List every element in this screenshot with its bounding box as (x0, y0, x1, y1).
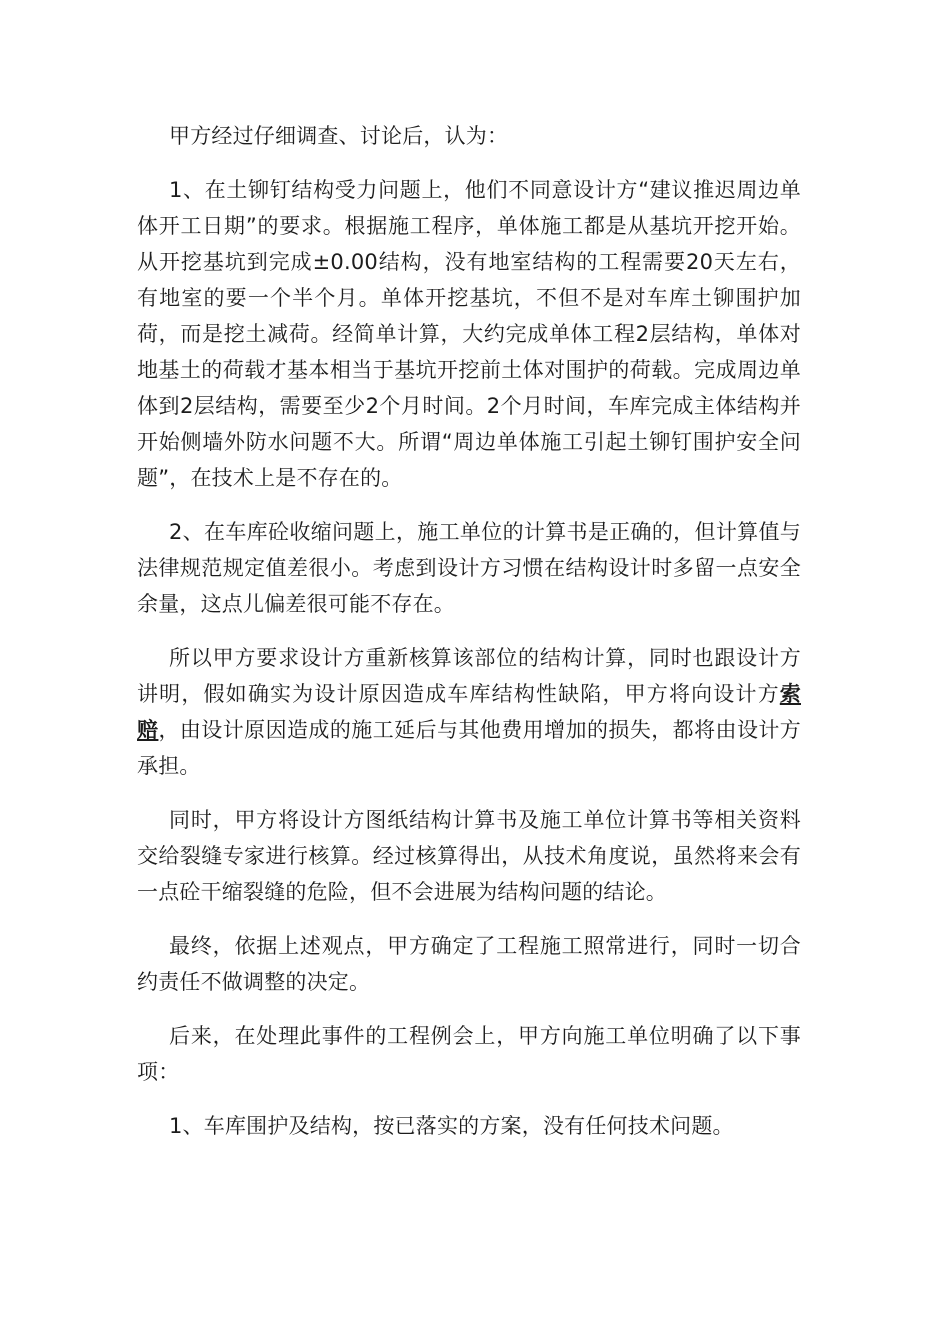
paragraph-claim-before: 所以甲方要求设计方重新核算该部位的结构计算，同时也跟设计方讲明，假如确实为设计原因造成车库结构性缺陷，甲方将向设计方 (137, 646, 801, 706)
paragraph-meeting: 后来，在处理此事件的工程例会上，甲方向施工单位明确了以下事项： (137, 1024, 801, 1084)
document-body (137, 118, 801, 1162)
paragraph-item-1: 1、车库围护及结构，按已落实的方案，没有任何技术问题。 (169, 1114, 734, 1138)
paragraph-decision: 最终，依据上述观点，甲方确定了工程施工照常进行，同时一切合约责任不做调整的决定。 (137, 934, 801, 994)
paragraph-expert-review: 同时，甲方将设计方图纸结构计算书及施工单位计算书等相关资料交给裂缝专家进行核算。经过核算得出，从技术角度说，虽然将来会有一点砼干缩裂缝的危险，但不会进展为结构问题的结论。 (137, 808, 801, 904)
paragraph-claim (137, 640, 801, 784)
paragraph-claim-after: ，由设计原因造成的施工延后与其他费用增加的损失，都将由设计方承担。 (137, 718, 802, 778)
paragraph-point-2-shrinkage: 2、在车库砼收缩问题上，施工单位的计算书是正确的，但计算值与法律规范规定值差很小。考虑到设计方习惯在结构设计时多留一点安全余量，这点儿偏差很可能不存在。 (137, 520, 801, 616)
claim-link[interactable]: 索赔 (137, 682, 801, 742)
paragraph-point-1-soil-nail: 1、在土铆钉结构受力问题上，他们不同意设计方“建议推迟周边单体开工日期”的要求。根据施工程序，单体施工都是从基坑开挖开始。从开挖基坑到完成±0.00结构，没有地室结构的工程需要20天左右，有地室的要一个半个月。单体开挖基坑，不但不是对车库土铆围护加荷，而是挖土减荷。经简单计算，大约完成单体工程2层结构，单体对地基土的荷载才基本相当于基坑开挖前土体对围护的荷载。完成周边单体到2层结构，需要至少2个月时间。2个月时间，车库完成主体结构并开始侧墙外防水问题不大。所谓“周边单体施工引起土铆钉围护安全问题”，在技术上是不存在的。 (137, 178, 801, 490)
paragraph-intro: 甲方经过仔细调查、讨论后，认为： (169, 124, 509, 148)
